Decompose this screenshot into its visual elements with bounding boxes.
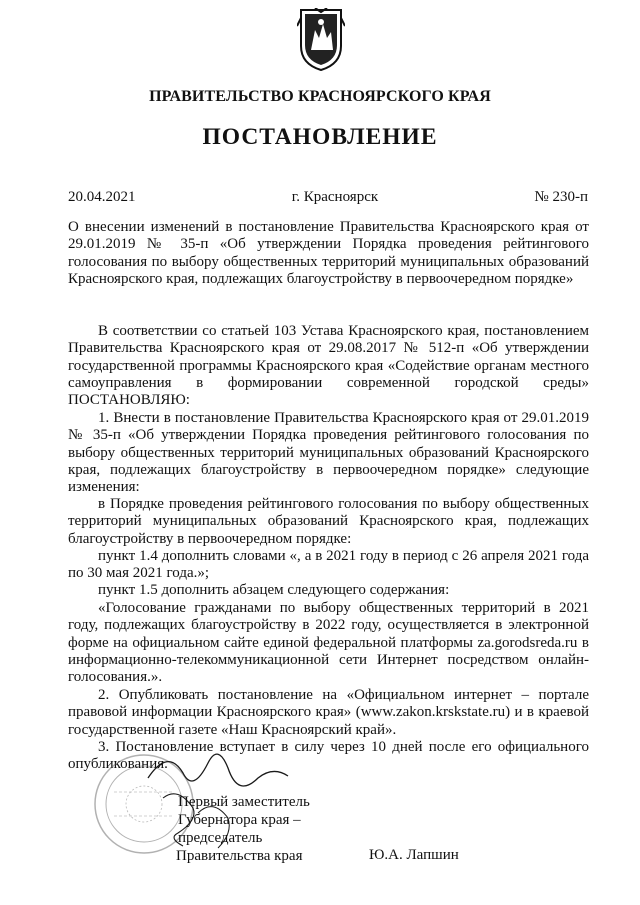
quote-paragraph: «Голосование гражданами по выбору общественных территорий в 2021 году, подлежащих благоустройству в 2022 году, осуществляется в электронной форме на официальном сайте единой федеральной платформы za.gorodsreda.ru в информационно-телекоммуникационной сети Интернет посредством онлайн-голосования.». (68, 600, 589, 686)
item-1-paragraph: 1. Внести в постановление Правительства Красноярского края от 29.01.2019 № 35-п «Об утверждении Порядка проведения рейтингового голосования по выбору общественных территорий муниципальных образований Красноярского края, подлежащих благоустройству в первоочередном порядке» следующие изменения: (68, 410, 589, 496)
signatory-title-block (176, 791, 310, 867)
document-city: г. Красноярск (291, 189, 379, 205)
point-1-4-paragraph: пункт 1.4 дополнить словами «, а в 2021 году в период с 26 апреля 2021 года по 30 мая 2021 года.»; (68, 548, 589, 582)
signatory-title-line: Губернатора края – (178, 812, 301, 828)
document-type-heading: ПОСТАНОВЛЕНИЕ (202, 124, 438, 150)
signatory-title-line: Первый заместитель (178, 794, 310, 810)
document-meta-row (68, 189, 588, 206)
signatory-title-line: Правительства края (176, 848, 303, 864)
signatory-name: Ю.А. Лапшин (369, 847, 459, 863)
document-date: 20.04.2021 (68, 189, 136, 205)
preamble-paragraph: В соответствии со статьей 103 Устава Красноярского края, постановлением Правительства Красноярского края от 29.08.2017 № 512-п «Об утверждении государственной программы Красноярского края «Содействие органам местного самоуправления в формировании современной городской среды» ПОСТАНОВЛЯЮ: (68, 323, 589, 409)
item-2-paragraph: 2. Опубликовать постановление на «Официальном интернет – портале правовой информации Красноярского края» (www.zakon.krskstate.ru) и в краевой государственной газете «Наш Красноярский край». (68, 687, 589, 738)
signatory-title-line: председатель (178, 830, 263, 846)
document-number: № 230-п (534, 189, 588, 205)
point-1-5-paragraph: пункт 1.5 дополнить абзацем следующего содержания: (98, 582, 450, 598)
item-3-paragraph: 3. Постановление вступает в силу через 10 дней после его официального опубликования. (68, 739, 589, 773)
document-title: О внесении изменений в постановление Правительства Красноярского края от 29.01.2019 № 35-п «Об утверждении Порядка проведения рейтингового голосования по выбору общественных территорий муниципальных образований Красноярского края, подлежащих благоустройству в первоочередном порядке» (68, 219, 589, 287)
item-1-sub-paragraph: в Порядке проведения рейтингового голосования по выбору общественных территорий муниципальных образований Красноярского края, подлежащих благоустройству в первоочередном порядке: (68, 496, 589, 547)
coat-of-arms-emblem (297, 8, 345, 72)
organization-heading: ПРАВИТЕЛЬСТВО КРАСНОЯРСКОГО КРАЯ (149, 88, 491, 105)
